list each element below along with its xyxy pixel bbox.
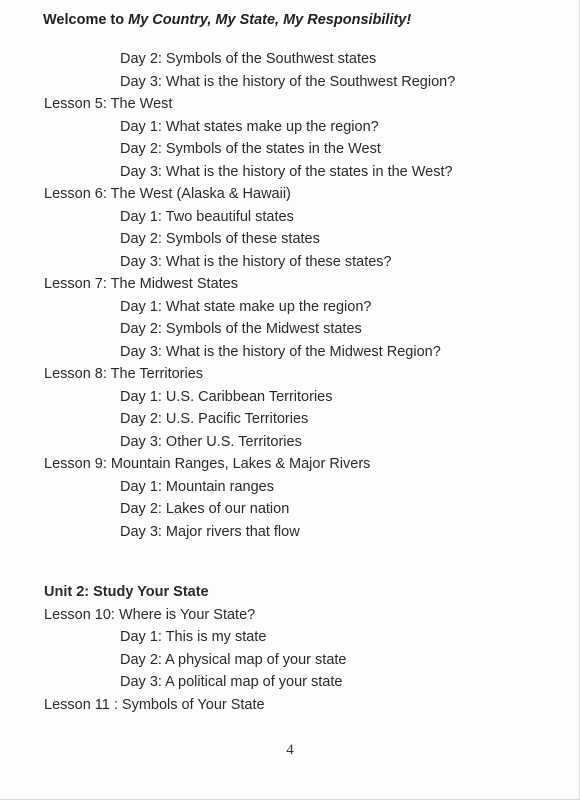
toc-day-entry: Day 3: What is the history of the Midwest Region? bbox=[120, 343, 441, 360]
toc-day-entry: Day 3: What is the history of the states in the West? bbox=[120, 163, 453, 180]
page-header bbox=[43, 12, 411, 28]
toc-lesson-entry: Lesson 11 : Symbols of Your State bbox=[44, 696, 265, 713]
page-number: 4 bbox=[286, 742, 294, 758]
toc-lesson-entry: Lesson 5: The West bbox=[44, 96, 173, 112]
toc-day-entry: Day 3: What is the history of the Southwest Region? bbox=[120, 73, 456, 90]
toc-day-entry: Day 1: U.S. Caribbean Territories bbox=[120, 388, 333, 405]
toc-day-entry: Day 2: Symbols of the Midwest states bbox=[120, 321, 362, 337]
toc-day-entry: Day 2: U.S. Pacific Territories bbox=[120, 411, 309, 427]
toc-day-entry: Day 3: Other U.S. Territories bbox=[120, 433, 302, 450]
toc-day-entry: Day 2: Lakes of our nation bbox=[120, 501, 290, 517]
toc-lesson-entry: Lesson 9: Mountain Ranges, Lakes & Major Rivers bbox=[44, 456, 371, 472]
toc-day-entry: Day 1: What states make up the region? bbox=[120, 118, 379, 135]
toc-lesson-entry: Lesson 6: The West (Alaska & Hawaii) bbox=[44, 186, 291, 202]
toc-day-entry: Day 3: A political map of your state bbox=[120, 674, 343, 690]
toc-day-entry: Day 1: This is my state bbox=[120, 629, 267, 645]
toc-day-entry: Day 2: Symbols of the Southwest states bbox=[120, 51, 377, 67]
toc-day-entry: Day 1: Two beautiful states bbox=[120, 208, 294, 225]
header-book-title: My Country, My State, My Responsibility! bbox=[128, 12, 412, 28]
toc-day-entry: Day 3: Major rivers that flow bbox=[120, 523, 300, 540]
unit-heading: Unit 2: Study Your State bbox=[44, 584, 209, 600]
toc-day-entry: Day 1: Mountain ranges bbox=[120, 478, 274, 495]
toc-day-entry: Day 2: A physical map of your state bbox=[120, 651, 347, 668]
toc-day-entry: Day 3: What is the history of these states? bbox=[120, 253, 392, 270]
table-of-contents bbox=[0, 48, 580, 716]
toc-lesson-entry: Lesson 8: The Territories bbox=[44, 366, 204, 382]
header-prefix: Welcome to bbox=[43, 12, 129, 28]
toc-lesson-entry: Lesson 7: The Midwest States bbox=[44, 276, 238, 292]
toc-day-entry: Day 1: What state make up the region? bbox=[120, 298, 372, 315]
toc-lesson-entry: Lesson 10: Where is Your State? bbox=[44, 606, 256, 623]
toc-day-entry: Day 2: Symbols of the states in the West bbox=[120, 141, 381, 157]
toc-day-entry: Day 2: Symbols of these states bbox=[120, 231, 320, 247]
